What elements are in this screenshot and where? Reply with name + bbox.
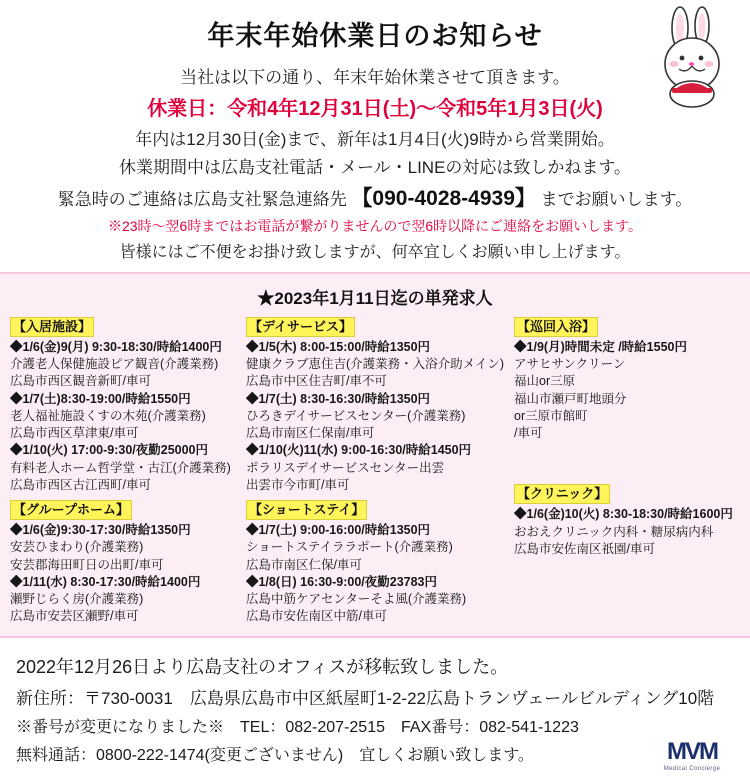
red-warning-note: ※23時〜翌6時まではお電話が繋がりませんので翌6時以降にご連絡をお願いします。 bbox=[107, 218, 643, 234]
jobs-column-1 bbox=[10, 317, 236, 626]
job-access: 広島市安佐南区中筋/車可 bbox=[245, 609, 387, 624]
emergency-prefix: 緊急時のご連絡は広島支社緊急連絡先 bbox=[57, 190, 347, 209]
jobs-column-3 bbox=[514, 317, 740, 626]
job-category bbox=[246, 317, 504, 494]
jobs-section bbox=[0, 272, 750, 638]
job-date: ◆1/7(土) 9:00-16:00/時給1350円 bbox=[245, 523, 431, 538]
job-name: 介護老人保健施設ピア観音(介護業務) bbox=[10, 357, 219, 372]
notice-lead: 当社は以下の通り、年末年始休業させて頂きます。 bbox=[180, 68, 570, 87]
job-access: 広島市中区住吉町/車不可 bbox=[245, 374, 387, 389]
emergency-suffix: までお願いします。 bbox=[540, 190, 693, 209]
job-name: 広島中筋ケアセンターそよ風(介護業務) bbox=[245, 592, 467, 607]
job-name: ショートステイララポート(介護業務) bbox=[245, 540, 453, 555]
job-access: 広島市西区観音新町/車可 bbox=[10, 374, 151, 389]
jobs-title: ★2023年1月11日迄の単発求人 bbox=[257, 289, 493, 308]
office-freedial-line: 無料通話：0800-222-1474(変更ございません) 宜しくお願い致します。 bbox=[16, 746, 534, 764]
job-category-header: 【入居施設】 bbox=[10, 317, 94, 337]
job-date: ◆1/11(水) 8:30-17:30/時給1400円 bbox=[10, 574, 201, 589]
emergency-phone-number: 【090-4028-4939】 bbox=[351, 187, 536, 210]
job-category bbox=[10, 500, 236, 625]
job-category bbox=[246, 500, 504, 625]
job-access: 広島市西区草津東/車可 bbox=[10, 426, 139, 441]
company-logo bbox=[648, 737, 736, 772]
jobs-column-2 bbox=[246, 317, 504, 626]
job-name: 有料老人ホーム哲学堂・古江(介護業務) bbox=[10, 460, 231, 475]
job-access: 広島市南区仁保南/車可 bbox=[245, 426, 375, 441]
schedule-line: 年内は12月30日(金)まで、新年は1月4日(火)9時から営業開始。 bbox=[135, 130, 615, 149]
job-access: 安芸郡海田町日の出町/車可 bbox=[10, 557, 164, 572]
job-date: ◆1/10(火)11(水) 9:00-16:30/時給1450円 bbox=[245, 443, 472, 458]
office-moved-line: 2022年12月26日より広島支社のオフィスが移転致しました。 bbox=[16, 656, 509, 677]
job-name: 安芸ひまわり(介護業務) bbox=[10, 540, 144, 555]
job-date: ◆1/6(金)10(火) 8:30-18:30/時給1600円 bbox=[514, 507, 733, 522]
job-access-extra: 福山市瀬戸町地頭分 bbox=[514, 391, 627, 406]
job-name: 瀬野じらく房(介護業務) bbox=[10, 592, 144, 607]
job-access: 広島市安佐南区祇園/車可 bbox=[514, 541, 656, 556]
office-section bbox=[0, 638, 750, 778]
job-date: ◆1/10(火) 17:00-9:30/夜勤25000円 bbox=[10, 443, 209, 458]
logo-subtitle: Medical Concierge bbox=[663, 765, 721, 772]
contact-note: 休業期間中は広島支社電話・メール・LINEの対応は致しかねます。 bbox=[118, 158, 632, 177]
job-access-extra: or三原市館町 bbox=[514, 408, 588, 423]
job-category-header: 【デイサービス】 bbox=[246, 317, 355, 337]
job-category bbox=[514, 317, 740, 442]
job-name: ひろきデイサービスセンター(介護業務) bbox=[245, 408, 466, 423]
job-date: ◆1/7(土)8:30-19:00/時給1550円 bbox=[10, 391, 191, 406]
job-category bbox=[10, 317, 236, 494]
job-access: 広島市安芸区瀬野/車可 bbox=[10, 609, 139, 624]
job-category-header: 【クリニック】 bbox=[514, 484, 610, 504]
office-address: 新住所：〒730-0031 広島県広島市中区紙屋町1-2-22広島トランヴェールビルディング10階 bbox=[16, 688, 715, 708]
job-access-extra: /車可 bbox=[514, 426, 543, 441]
jobs-grid bbox=[10, 317, 740, 626]
job-name: 老人福祉施設くすの木苑(介護業務) bbox=[10, 408, 206, 423]
job-access: 出雲市今市町/車可 bbox=[245, 477, 350, 492]
job-access: 福山or三原 bbox=[514, 374, 576, 389]
job-category-header: 【グループホーム】 bbox=[10, 500, 132, 520]
job-category bbox=[514, 484, 740, 558]
closing-greeting: 皆様にはご不便をお掛け致しますが、何卒宜しくお願い申し上げます。 bbox=[119, 244, 631, 261]
logo-mark: MVM bbox=[667, 737, 717, 765]
job-name: アサヒサンクリーン bbox=[514, 357, 626, 372]
job-date: ◆1/8(日) 16:30-9:00/夜勤23783円 bbox=[245, 574, 438, 589]
emergency-contact bbox=[14, 182, 736, 212]
job-date: ◆1/7(土) 8:30-16:30/時給1350円 bbox=[245, 391, 431, 406]
job-date: ◆1/9(月)時間未定 /時給1550円 bbox=[514, 339, 687, 354]
job-access: 広島市南区仁保/車可 bbox=[245, 557, 362, 572]
job-date: ◆1/5(木) 8:00-15:00/時給1350円 bbox=[245, 339, 431, 354]
closing-dates: 休業日：令和4年12月31日(土)〜令和5年1月3日(火) bbox=[147, 98, 603, 120]
job-category-header: 【ショートステイ】 bbox=[246, 500, 367, 520]
notice-section bbox=[0, 0, 750, 272]
job-name: 健康クラブ恵住吉(介護業務・入浴介助メイン) bbox=[245, 357, 505, 372]
job-access: 広島市西区古江西町/車可 bbox=[10, 477, 151, 492]
job-name: おおえクリニック内科・糖尿病内科 bbox=[514, 524, 714, 539]
rabbit-mascot-icon bbox=[650, 6, 736, 110]
job-name: ポラリスデイサービスセンター出雲 bbox=[245, 460, 445, 475]
job-date: ◆1/6(金)9:30-17:30/時給1350円 bbox=[10, 523, 191, 538]
page-title: 年末年始休業日のお知らせ bbox=[207, 21, 543, 51]
job-date: ◆1/6(金)9(月) 9:30-18:30/時給1400円 bbox=[10, 339, 222, 354]
office-phone-line: ※番号が変更になりました※ TEL：082-207-2515 FAX番号：082-541-1223 bbox=[16, 718, 579, 736]
job-category-header: 【巡回入浴】 bbox=[514, 317, 598, 337]
